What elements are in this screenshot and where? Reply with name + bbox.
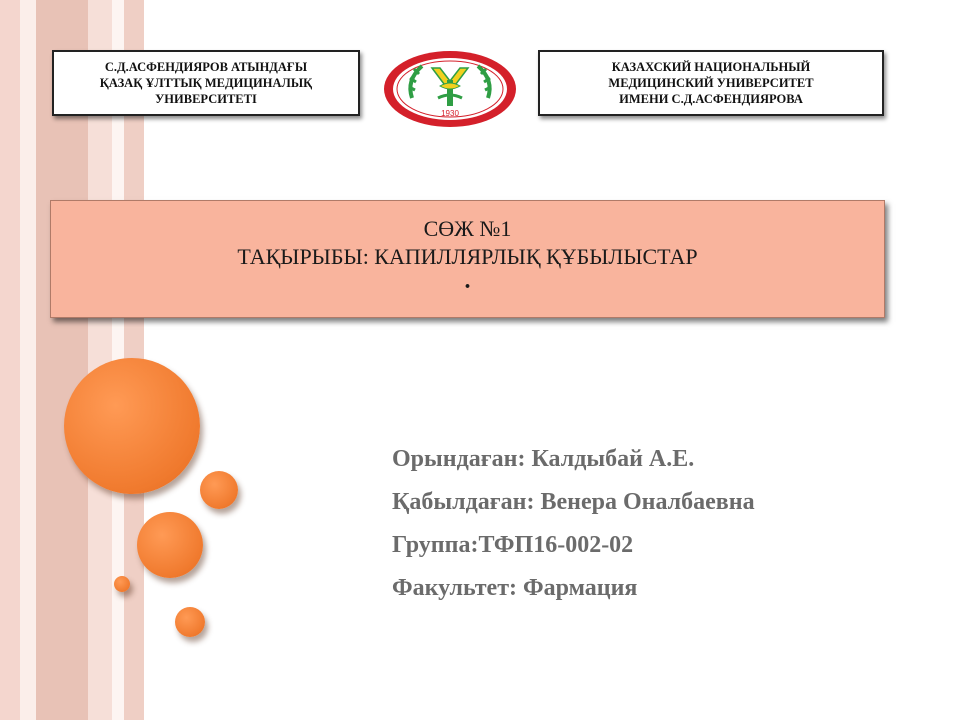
header-right-line: ИМЕНИ С.Д.АСФЕНДИЯРОВА: [619, 92, 803, 106]
info-faculty: Факультет: Фармация: [392, 575, 638, 601]
header-left-line: С.Д.АСФЕНДИЯРОВ АТЫНДАҒЫ: [104, 60, 308, 74]
header-left-line: УНИВЕРСИТЕТІ: [155, 92, 257, 106]
decorative-circle: [175, 607, 205, 637]
slide-title-box: [50, 200, 885, 318]
info-reviewer: Қабылдаған: Венера Оналбаевна: [392, 489, 755, 515]
decorative-circle: [137, 512, 203, 578]
author-info: [392, 438, 755, 610]
decorative-circle: [64, 358, 200, 494]
title-line: ТАҚЫРЫБЫ: КАПИЛЛЯРЛЫҚ ҚҰБЫЛЫСТАР: [237, 244, 698, 269]
header-left-line: ҚАЗАҚ ҰЛТТЫҚ МЕДИЦИНАЛЫҚ: [99, 76, 313, 90]
decorative-circle: [114, 576, 130, 592]
university-name-russian: [538, 50, 884, 116]
title-line: СӨЖ №1: [423, 216, 512, 241]
title-dot: .: [464, 268, 471, 294]
decorative-circle: [200, 471, 238, 509]
university-name-kazakh: [52, 50, 360, 116]
info-group: Группа:ТФП16-002-02: [392, 532, 634, 558]
seal-year: 1930: [441, 109, 459, 118]
header-right-line: МЕДИЦИНСКИЙ УНИВЕРСИТЕТ: [608, 76, 814, 90]
stripe: [20, 0, 36, 720]
info-performer: Орындаған: Калдыбай А.Е.: [392, 446, 695, 472]
university-seal-icon: [382, 50, 518, 128]
stripe: [0, 0, 20, 720]
header-right-line: КАЗАХСКИЙ НАЦИОНАЛЬНЫЙ: [611, 60, 811, 74]
